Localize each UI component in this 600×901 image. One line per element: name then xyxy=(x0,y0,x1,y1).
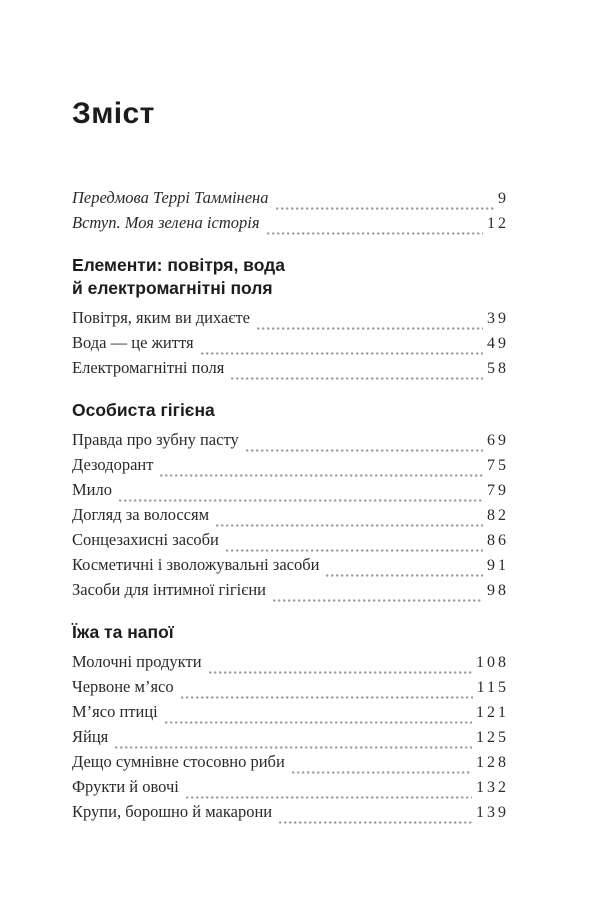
toc-entry-page-number: 9 xyxy=(498,190,509,207)
dotted-leader-icon xyxy=(160,471,483,480)
toc-entry xyxy=(72,580,509,605)
dotted-leader-icon xyxy=(119,496,483,505)
toc-entry xyxy=(72,455,509,480)
dotted-leader-icon xyxy=(209,668,472,677)
dotted-leader-icon xyxy=(267,229,484,238)
dotted-leader-icon xyxy=(231,374,483,383)
toc-entry-label: Дезодорант xyxy=(72,455,154,474)
toc-entry-page-number: 121 xyxy=(476,704,509,721)
toc-entry xyxy=(72,480,509,505)
toc-entry xyxy=(72,677,509,702)
section-heading-line: Особиста гігієна xyxy=(72,400,215,420)
toc-entry xyxy=(72,308,509,333)
toc-entry-label: Сонцезахисні засоби xyxy=(72,530,219,549)
dotted-leader-icon xyxy=(216,521,483,530)
toc-entry-page-number: 128 xyxy=(476,754,509,771)
toc-entry-page-number: 75 xyxy=(487,457,509,474)
dotted-leader-icon xyxy=(186,793,472,802)
page-title: Зміст xyxy=(72,97,155,130)
toc-entry-page-number: 12 xyxy=(487,215,509,232)
toc-entry-label: Правда про зубну пасту xyxy=(72,430,239,449)
toc-entry-page-number: 39 xyxy=(487,310,509,327)
toc-entry-label: Догляд за волоссям xyxy=(72,505,210,524)
section-heading xyxy=(72,399,506,422)
section-heading-line: й електромагнітні поля xyxy=(72,278,273,298)
toc-sections xyxy=(72,254,509,827)
toc-entry xyxy=(72,188,509,213)
toc-entry xyxy=(72,702,509,727)
toc-entry xyxy=(72,213,509,238)
toc-entry xyxy=(72,333,509,358)
toc-entry-page-number: 79 xyxy=(487,482,509,499)
toc-entry xyxy=(72,358,509,383)
toc-entry xyxy=(72,777,509,802)
dotted-leader-icon xyxy=(115,743,472,752)
dotted-leader-icon xyxy=(257,324,483,333)
dotted-leader-icon xyxy=(181,693,473,702)
toc-entry xyxy=(72,652,509,677)
dotted-leader-icon xyxy=(326,571,483,580)
dotted-leader-icon xyxy=(226,546,483,555)
toc-entry xyxy=(72,727,509,752)
dotted-leader-icon xyxy=(201,349,483,358)
toc-entry-page-number: 91 xyxy=(487,557,509,574)
toc-entry-label: Мило xyxy=(72,480,112,499)
dotted-leader-icon xyxy=(165,718,472,727)
toc-entry-label: Вода — це життя xyxy=(72,333,194,352)
toc-entry-label: Молочні продукти xyxy=(72,652,202,671)
toc-entry-page-number: 132 xyxy=(476,779,509,796)
dotted-leader-icon xyxy=(273,596,483,605)
toc-entry-label: Засоби для інтимної гігієни xyxy=(72,580,266,599)
toc-entry-label: Дещо сумнівне стосовно риби xyxy=(72,752,285,771)
dotted-leader-icon xyxy=(279,818,472,827)
toc-entry-page-number: 108 xyxy=(476,654,509,671)
toc-entry-page-number: 58 xyxy=(487,360,509,377)
toc-entry-page-number: 86 xyxy=(487,532,509,549)
section-heading-line: Їжа та напої xyxy=(72,622,174,642)
toc-entry-label: Яйця xyxy=(72,727,109,746)
dotted-leader-icon xyxy=(276,204,495,213)
toc-entry xyxy=(72,530,509,555)
toc-entry-page-number: 69 xyxy=(487,432,509,449)
toc-entry-label: Електромагнітні поля xyxy=(72,358,225,377)
dotted-leader-icon xyxy=(292,768,472,777)
toc-entry-page-number: 115 xyxy=(476,679,509,696)
toc-entry-label: Повітря, яким ви дихаєте xyxy=(72,308,250,327)
toc-entry-label: Косметичні і зволожувальні засоби xyxy=(72,555,320,574)
section-heading xyxy=(72,254,506,300)
front-matter-list xyxy=(72,188,509,238)
toc-entry-page-number: 49 xyxy=(487,335,509,352)
toc-entry-page-number: 125 xyxy=(476,729,509,746)
toc-entry-label: Передмова Террі Таммінена xyxy=(72,188,269,207)
toc-entry xyxy=(72,802,509,827)
toc-entry xyxy=(72,505,509,530)
toc-entry-label: Вступ. Моя зелена історія xyxy=(72,213,260,232)
toc-entry xyxy=(72,430,509,455)
toc-entry xyxy=(72,555,509,580)
toc-entry-label: Фрукти й овочі xyxy=(72,777,179,796)
toc-entry-label: Крупи, борошно й макарони xyxy=(72,802,273,821)
toc-entry xyxy=(72,752,509,777)
dotted-leader-icon xyxy=(246,446,483,455)
section-heading xyxy=(72,621,506,644)
toc-entry-page-number: 98 xyxy=(487,582,509,599)
section-heading-line: Елементи: повітря, вода xyxy=(72,255,285,275)
toc-entry-page-number: 139 xyxy=(476,804,509,821)
toc-entry-label: М’ясо птиці xyxy=(72,702,158,721)
toc-entry-label: Червоне м’ясо xyxy=(72,677,174,696)
toc-entry-page-number: 82 xyxy=(487,507,509,524)
